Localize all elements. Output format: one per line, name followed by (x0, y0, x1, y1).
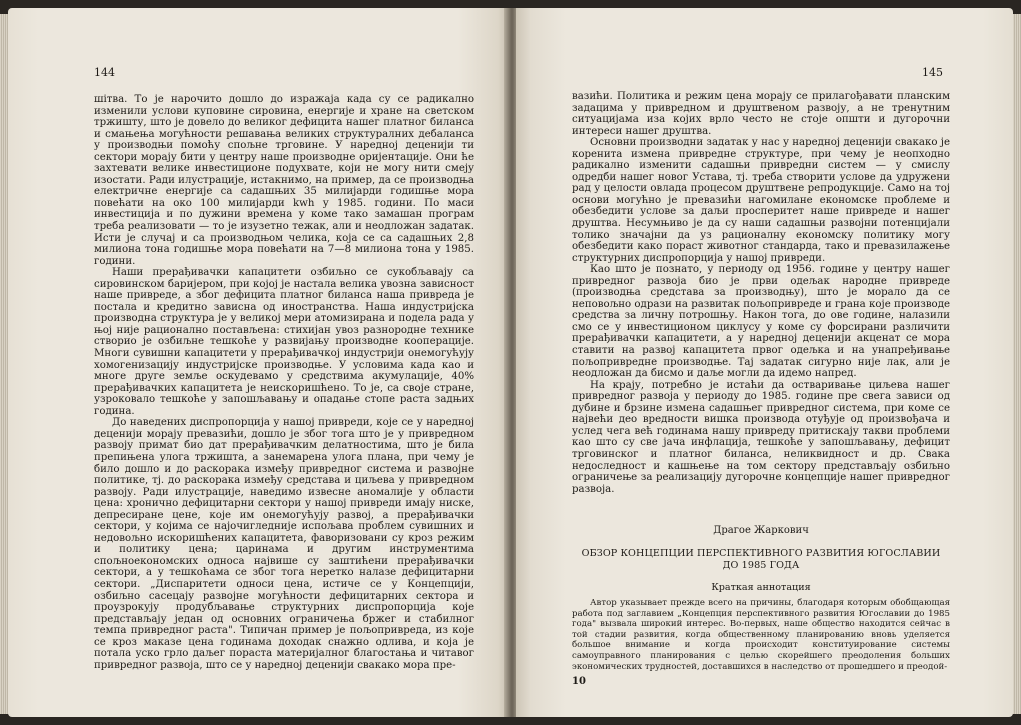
left-page-body (94, 94, 474, 671)
right-page-edges (1012, 14, 1021, 714)
article-title-line: ОБЗОР КОНЦЕПЦИИ ПЕРСПЕКТИВНОГО РАЗВИТИЯ ЮГОСЛАВИИ (581, 548, 941, 559)
right-page (516, 8, 1013, 717)
paragraph: Наши прерађивачки капацитети озбиљно се сукобљавају са сировинском баријером, при којој је настала велика увозна зависност наше привреде, а због дефицита платног биланса наша привреда је постала и кредитно зависна од иностранства. Наша индустријска производна структура је у великој мери атомизирана и подела рада у њој није рационално постављена: стихијан увоз разнородне технике створио је озбиљне тешкоће у развијању производне кооперације. Многи сувишни капацитети у прерађивачкој индустрији онемогућују хомогенизацију индустријске производње. У условима када као и многе друге земље оскудевамо у средствима акумулације, 40% прерађивачких капацитета је неискоришћено. То је, са своје стране, узроковало тешкоће у запошљавању и опадање стопе раста задњих година. (94, 267, 474, 417)
abstract-paragraph: Автор указывает прежде всего на причины, благодаря которым обобщающая работа под заглавием „Концепция перспективного развития Югославии до 1985 года" вызвала широкий интерес. Во-первых, наше общество находится сейчас в той стадии развития, когда общественному планированию вновь уделяется большое внимание и когда происходит конституирование системы самоуправного планирования с целью скорейшего преодоления больших экономических трудностей, доставшихся в наследство от прошедшего и преодой- (572, 598, 950, 672)
article-abstract (572, 598, 950, 672)
right-page-body (572, 91, 950, 495)
paragraph: Основни производни задатак у нас у наредној деценији свакако је коренита измена привредне структуре, при чему је неопходно радикално изменити садашњи привредни систем — у смислу одредби нашег новог Устава, тј. треба створити услове да удружени рад у целости овлада процесом друштвене репродукције. Само на тој основи могућно је превазићи нагомилане економске проблеме и обезбедити услове за даљи просперитет наше привреде и нашег друштва. Несумњиво је да су наши садашњи развојни потенцијали толико значајни да уз рационалну економску политику могу обезбедити како пораст животног стандарда, тако и превазилажење структурних диспропорција у нашој привреди. (572, 137, 950, 264)
paragraph: вазићи. Политика и режим цена морају се прилагођавати планским задацима у привредном и друштвеном развоју, а не тренутним ситуацијама иза којих врло често не стоје општи и дугорочни интереси нашег друштва. (572, 91, 950, 137)
paragraph: До наведених диспропорција у нашој привреди, које се у наредној деценији морају превазићи, дошло је због тога што је у привредном развоју примат био дат прерађивачким делатностима, што је била препињена улога тржишта, а занемарена улога плана, при чему је било дошло и до раскорака између привредног система и развојне политике, тј. до раскорака између средстава и циљева у привредном развоју. Ради илустрације, наведимо извесне аномалије у области цена: хронично дефицитарни сектори у нашој привреди имају ниске, депресиране цене, које им онемогућују развој, а прерађивачки сектори, у којима се најочигледније испољава проблем сувишних и недовољно искоришћених капацитета, фаворизовани су кроз режим и политику цена; царинама и другим инструментима спољноекономских односа највише су заштићени прерађивачки сектори, а у тешкоћама се због тога нерeтко налазе дефицитарни сектори. „Диспаритети односи цена, истиче се у Концепцији, озбиљно сасецају развојне могућности дефицитарних сектора и проузрокују продубљавање структурних диспропорција које представљају један од основних ограничења бржег и стабилног темпа привредног раста". Типичан пример је пољопривреда, из које се кроз маказе цена годинама доходак снажно одлива, и која је потала уско грло даљег пораста материјалног благостања и читавог привредног развоја, што се у наредној деценији свакако мора пре- (94, 417, 474, 671)
article-title-line: ДО 1985 ГОДА (722, 560, 800, 571)
left-page (8, 8, 508, 717)
paragraph: На крају, потребно је истаћи да остваривање циљева нашег привредног развоја у периоду до 1985. године пре свега зависи од дубине и брзине измена садашњег привредног система, при коме се највећи део вредности вишка производа отуђује од произвођача и услед чега већ годинама нашу привреду притискају такви проблеми као што су све јача инфлација, тешкоће у запошљавању, дефицит трговинског и платног биланса, неликвидност и др. Свака недоследност и кашњење на том сектору представљају озбиљно ограничење за реализацију дугорочне концепције нашег привредног развоја. (572, 379, 950, 495)
article-author: Драгое Жаркович (713, 525, 809, 536)
article-title (572, 548, 950, 572)
right-page-number: 145 (922, 66, 943, 79)
paragraph: шітва. То је нарочито дошло до изражаја када су се радикално изменили услови куповине сировина, енергије и хране на светском тржишту, што је довело до великог дефицита нашег платног биланса и смањења могућности решавања великих структуралних дебаланса у производњи помоћу спољне трговине. У наредној деценији ти сектори морају бити у центру наше производне оријентације. Они ће захтевати велике инвестиционе подухвате, који не могу нити смеју изостати. Ради илустрације, истакнимо, на пример, да се производња електричне енергије са садашњих 35 милијарди годишње мора повећати на око 100 милијарди kwh у 1985. години. По маси инвестиција и по дужини времена у коме тако замашан програм треба реализовати — то је изузетно тежак, али и неодложан задатак. Исти је случај и са производњом челика, која се са садашњих 2,8 милиона тона годишње мора повећати на 7—8 милиона тона у 1985. години. (94, 94, 474, 267)
footer-number: 10 (572, 676, 586, 687)
left-page-number: 144 (94, 66, 115, 79)
paragraph: Као што је познато, у периоду од 1956. године у центру нашег привредног развоја био је први одељак народне привреде (производња средстава за производњу), што је морало да се неповољно одрази на развитак пољопривреде и грана које производе средства за личну потрошњу. Након тога, до ове године, налазили смо се у инвестиционом циклусу у коме су форсирани различити прерађивачки капацитети, а у наредној деценији акценат се мора ставити на развој капацитета првог одељка и на унапређивање пољопривредне производње. Тај задатак сигурно није лак, али је неодложан да бисмо и даље могли да идемо напред. (572, 264, 950, 380)
article-subtitle: Краткая аннотация (711, 582, 811, 593)
